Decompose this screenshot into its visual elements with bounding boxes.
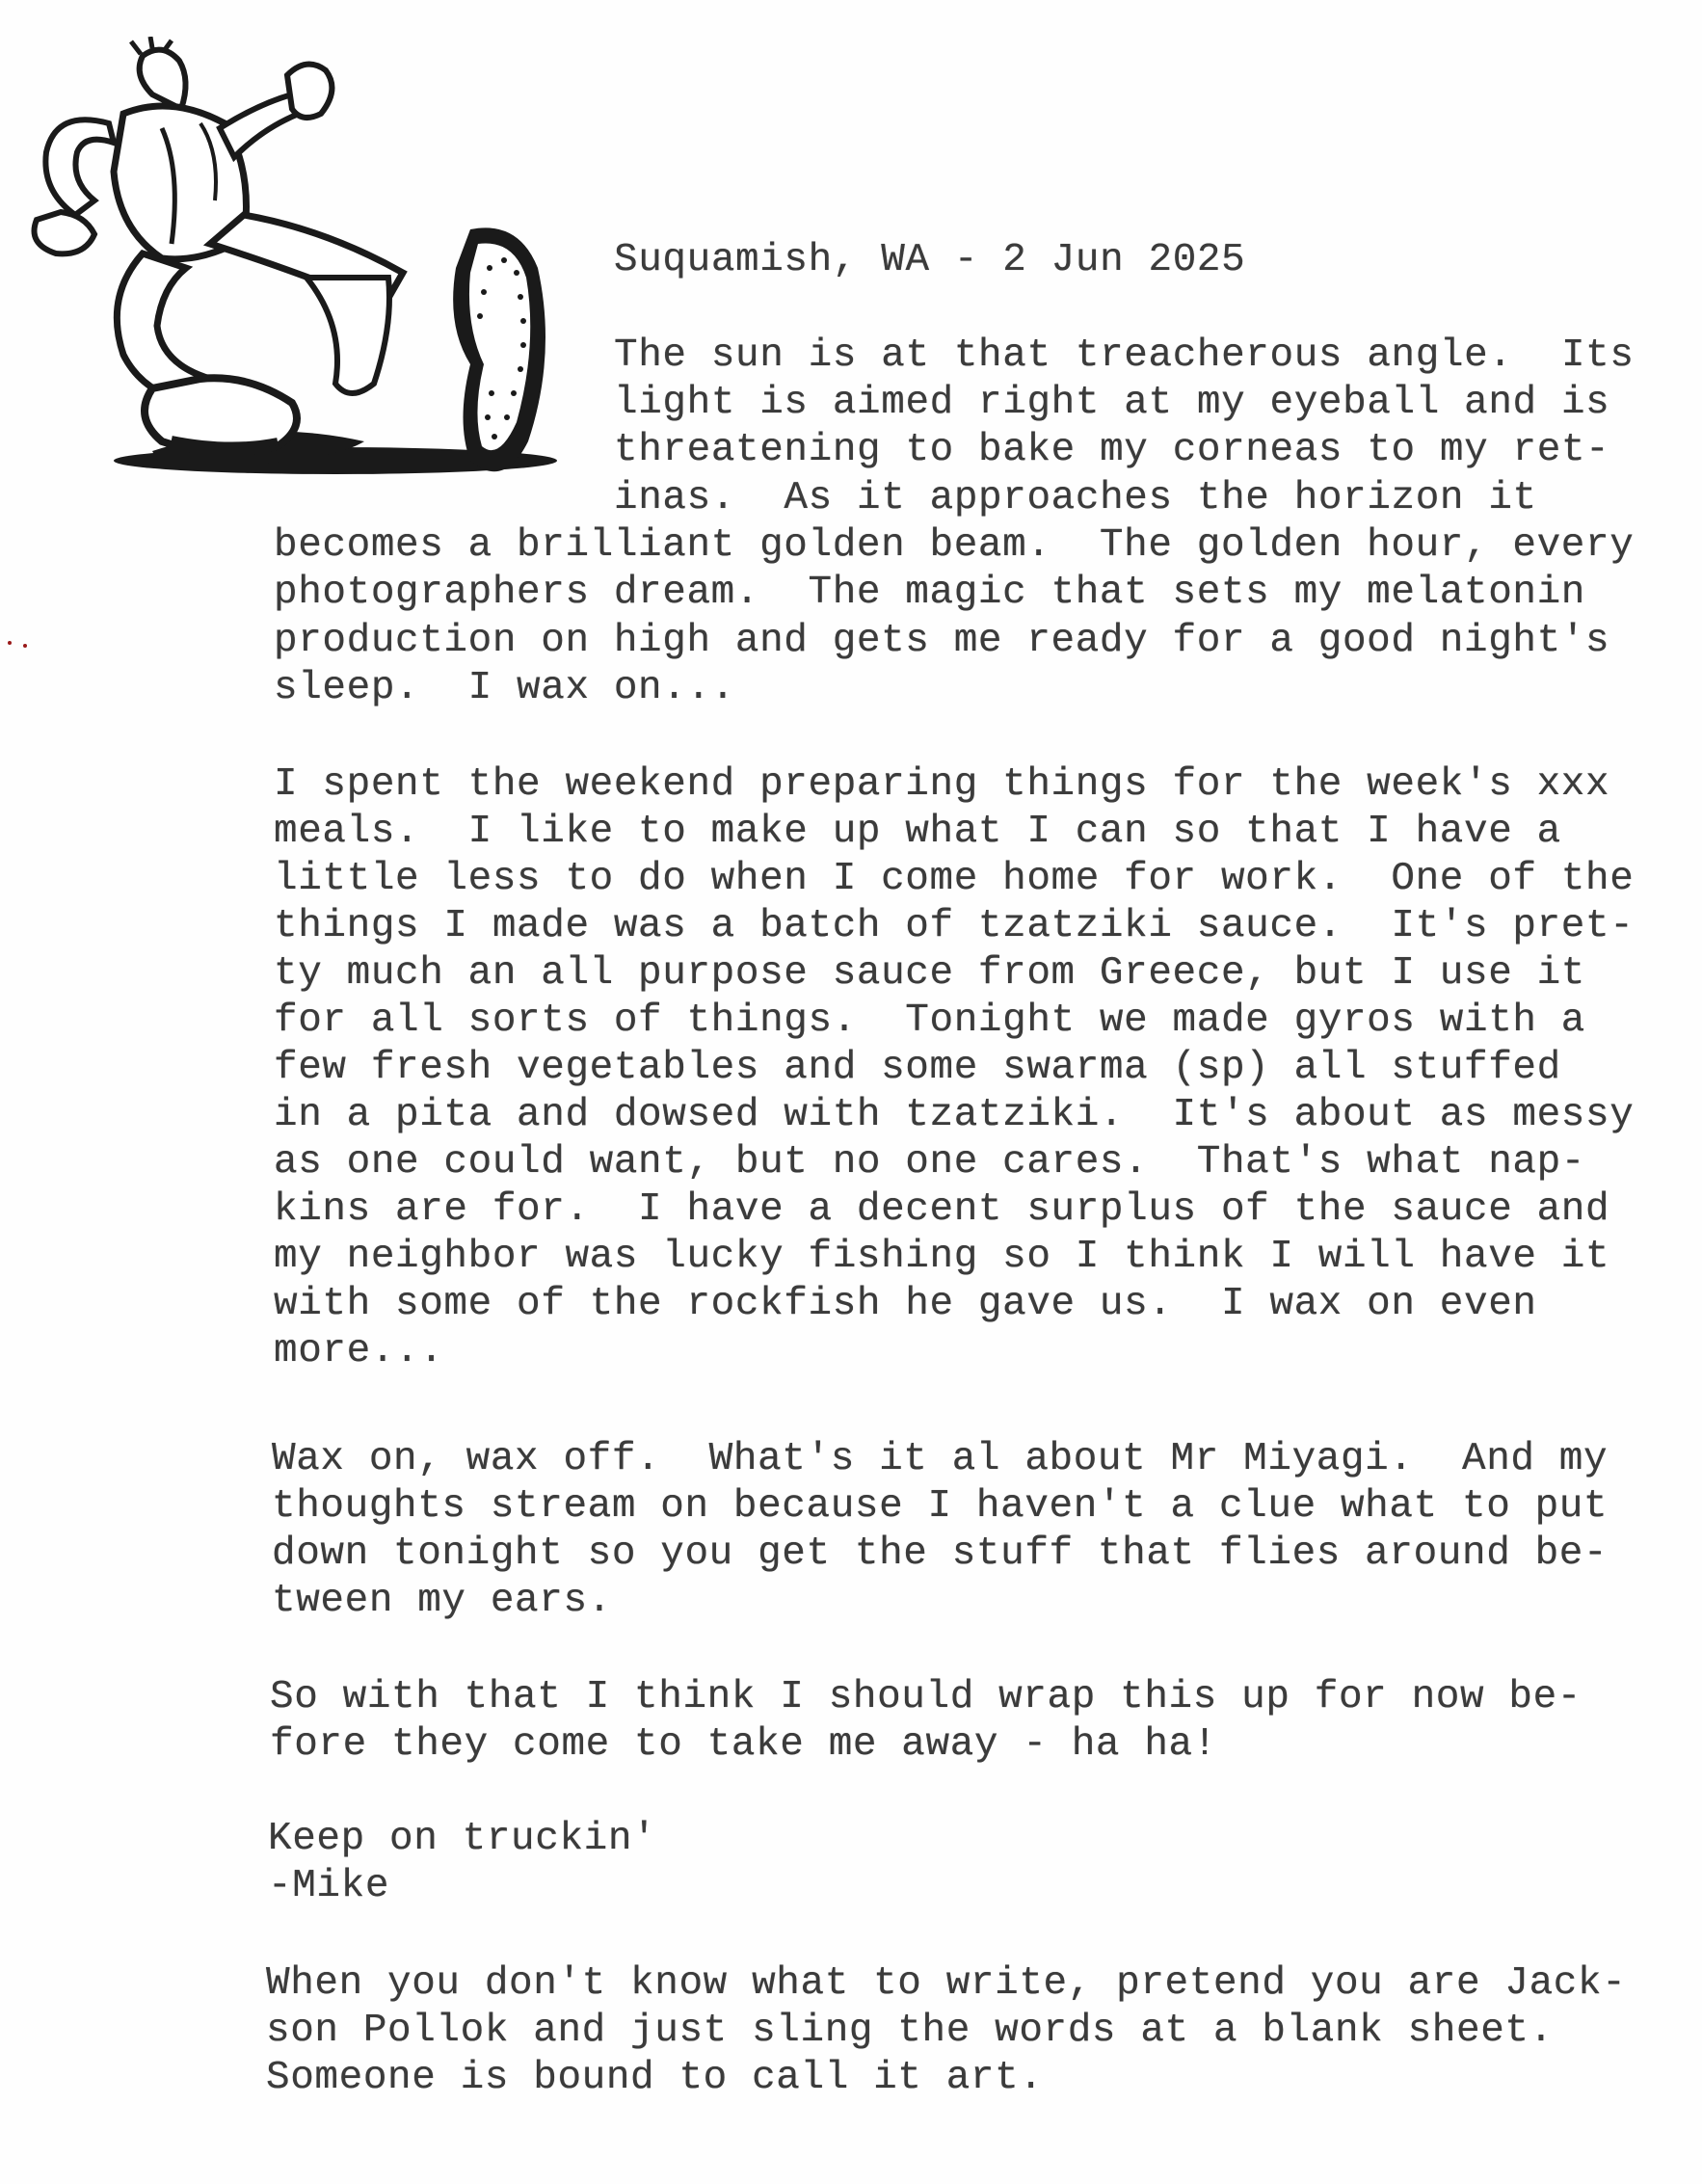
paragraph-line: When you don't know what to write, pretend you are Jack- [266, 1961, 1627, 2006]
paragraph-line: meals. I like to make up what I can so that I have a [274, 810, 1561, 854]
ink-speck [8, 641, 12, 645]
ink-speck [23, 644, 27, 648]
paragraph-line: Wax on, wax off. What's it al about Mr Miyagi. And my [272, 1437, 1609, 1481]
paragraph-line: in a pita and dowsed with tzatziki. It's about as messy [274, 1093, 1635, 1137]
dateline: Suquamish, WA - 2 Jun 2025 [614, 238, 1246, 282]
paragraph-line: ty much an all purpose sauce from Greece, but I use it [274, 951, 1586, 996]
paragraph-line: thoughts stream on because I haven't a clue what to put [272, 1484, 1609, 1529]
paragraph-line: I spent the weekend preparing things for the week's xxx [274, 762, 1610, 807]
paragraph-line: my neighbor was lucky fishing so I think I will have it [274, 1235, 1610, 1279]
paragraph-line: few fresh vegetables and some swarma (sp) all stuffed [274, 1046, 1561, 1090]
paragraph-line: little less to do when I come home for work. One of the [274, 857, 1635, 901]
paragraph-line: The sun is at that treacherous angle. Its [614, 333, 1635, 378]
paragraph-line: production on high and gets me ready for a good night's [274, 619, 1610, 663]
paragraph-line: tween my ears. [272, 1579, 612, 1623]
paragraph-line: inas. As it approaches the horizon it [614, 476, 1537, 520]
paragraph-line: Someone is bound to call it art. [266, 2056, 1044, 2100]
paragraph-line: son Pollok and just sling the words at a blank sheet. [266, 2009, 1554, 2053]
paragraph-line: fore they come to take me away - ha ha! [270, 1722, 1217, 1767]
paragraph-line: kins are for. I have a decent surplus of the sauce and [274, 1187, 1610, 1232]
cartoon-strutting-man-icon [17, 37, 576, 475]
sign-off-line: Keep on truckin' [268, 1817, 657, 1861]
paragraph-line: So with that I think I should wrap this up for now be- [270, 1675, 1582, 1719]
paragraph-line: photographers dream. The magic that sets my melatonin [274, 571, 1586, 615]
paragraph-line: as one could want, but no one cares. That's what nap- [274, 1140, 1586, 1185]
paragraph-line: becomes a brilliant golden beam. The golden hour, every [274, 523, 1635, 568]
paragraph-line: down tonight so you get the stuff that flies around be- [272, 1531, 1609, 1576]
paragraph-line: light is aimed right at my eyeball and is [614, 381, 1610, 425]
paragraph-line: for all sorts of things. Tonight we made gyros with a [274, 999, 1586, 1043]
signature: -Mike [268, 1864, 390, 1908]
paragraph-line: more... [274, 1329, 444, 1373]
paragraph-line: sleep. I wax on... [274, 666, 735, 710]
paragraph-line: things I made was a batch of tzatziki sauce. It's pret- [274, 904, 1635, 948]
paragraph-line: with some of the rockfish he gave us. I wax on even [274, 1282, 1537, 1326]
paragraph-line: threatening to bake my corneas to my ret- [614, 428, 1610, 472]
